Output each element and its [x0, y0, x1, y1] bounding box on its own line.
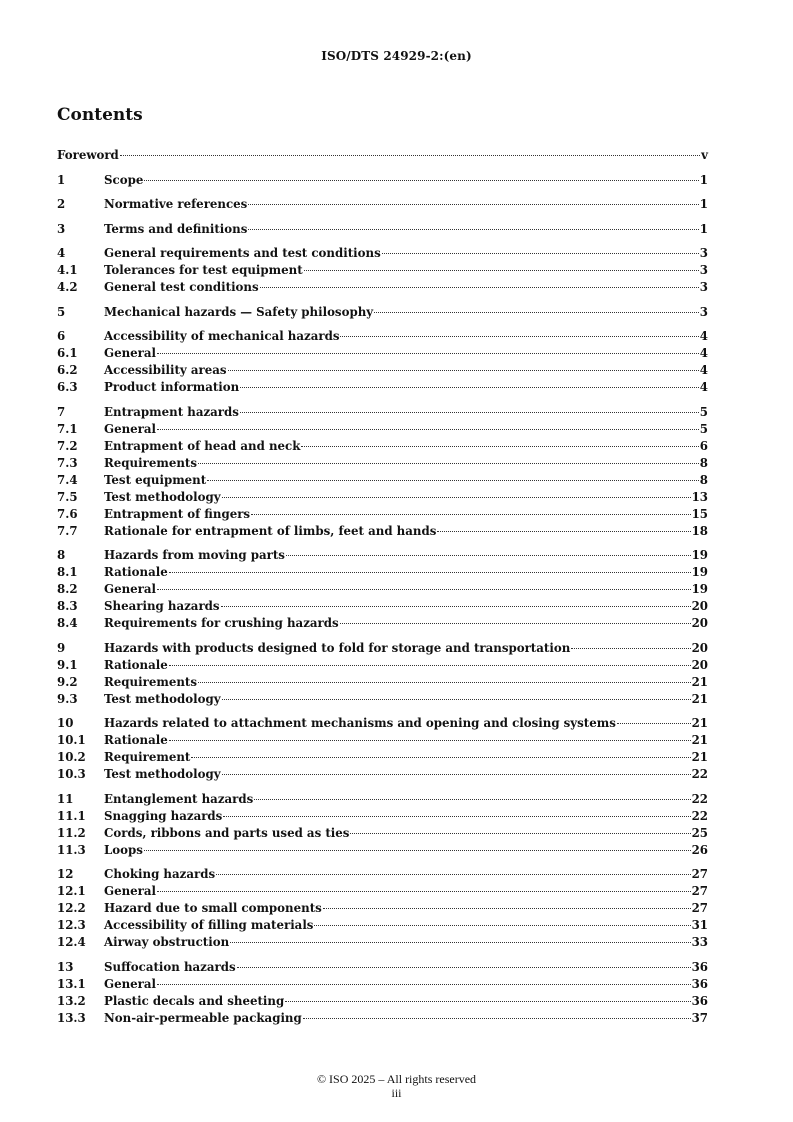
- toc-entry[interactable]: [57, 842, 708, 859]
- toc-entry-number: 7.4: [57, 472, 78, 487]
- toc-entry-page: 27: [691, 884, 708, 898]
- toc-leader-dots: [169, 740, 691, 741]
- toc-entry[interactable]: [57, 657, 708, 674]
- toc-entry-number: 2: [57, 197, 66, 211]
- toc-leader-dots: [237, 967, 691, 968]
- toc-entry-page: 1: [699, 197, 708, 211]
- toc-leader-dots: [157, 353, 699, 354]
- toc-entry-page: 3: [699, 304, 708, 319]
- toc-entry-label: Choking hazards: [104, 867, 216, 881]
- toc-entry-label: Accessibility areas: [104, 363, 227, 377]
- toc-entry-number: 7: [57, 404, 66, 419]
- toc-leader-dots: [340, 623, 691, 624]
- toc-leader-dots: [221, 606, 691, 607]
- toc-entry-page: 4: [699, 329, 708, 343]
- toc-entry-page: 19: [691, 582, 708, 596]
- toc-entry-label: General: [104, 884, 157, 898]
- page-number: iii: [391, 1086, 402, 1100]
- toc-leader-dots: [157, 429, 699, 430]
- toc-entry[interactable]: [57, 883, 708, 900]
- toc-entry-page: 3: [699, 246, 708, 260]
- toc-entry[interactable]: [57, 172, 708, 189]
- toc-entry-page: 19: [691, 565, 708, 579]
- toc-leader-dots: [120, 155, 700, 156]
- page-footer: [0, 1072, 793, 1100]
- toc-group: [57, 959, 708, 1027]
- toc-entry[interactable]: [57, 766, 708, 783]
- toc-entry-label: Entrapment of head and neck: [104, 438, 301, 453]
- toc-entry-page: 22: [691, 808, 708, 823]
- toc-entry[interactable]: [57, 345, 708, 362]
- toc-entry-number: 11.2: [57, 825, 86, 840]
- toc-leader-dots: [228, 370, 699, 371]
- toc-entry-page: 21: [691, 674, 708, 689]
- toc-entry-page: 6: [699, 438, 708, 453]
- toc-entry-page: 33: [691, 935, 708, 949]
- toc-entry-label: General: [104, 582, 157, 596]
- toc-group: [57, 866, 708, 951]
- toc-entry-label: General: [104, 421, 157, 436]
- toc-entry[interactable]: [57, 1010, 708, 1027]
- toc-entry[interactable]: [57, 825, 708, 842]
- toc-entry-label: Rationale: [104, 733, 168, 747]
- toc-leader-dots: [340, 336, 698, 337]
- toc-leader-dots: [198, 682, 691, 683]
- toc-entry-page: 1: [699, 221, 708, 236]
- toc-entry-page: 21: [691, 691, 708, 706]
- toc-entry-label: Requirements for crushing hazards: [104, 616, 339, 630]
- toc-entry-label: General requirements and test conditions: [104, 246, 381, 260]
- toc-entry-number: 10: [57, 716, 74, 730]
- toc-entry[interactable]: [57, 262, 708, 279]
- toc-entry-number: 7.7: [57, 523, 78, 538]
- toc-entry-label: Mechanical hazards — Safety philosophy: [104, 304, 374, 319]
- toc-entry-number: 7.3: [57, 455, 78, 470]
- toc-entry-number: 7.2: [57, 438, 78, 453]
- toc-entry-label: Tolerances for test equipment: [104, 263, 303, 277]
- toc-entry-number: 12.2: [57, 901, 86, 915]
- toc-entry-page: 36: [691, 959, 708, 974]
- toc-entry-label: Requirements: [104, 455, 197, 470]
- toc-entry[interactable]: [57, 245, 708, 262]
- toc-entry-label: General: [104, 976, 157, 991]
- toc-entry-number: 13.1: [57, 976, 86, 991]
- document-id-header: ISO/DTS 24929-2:(en): [321, 49, 472, 63]
- toc-entry-number: 4.1: [57, 263, 78, 277]
- toc-entry-page: 22: [691, 767, 708, 781]
- toc-group: [57, 147, 708, 164]
- toc-entry-label: Test methodology: [104, 767, 221, 781]
- toc-entry-page: 13: [691, 489, 708, 504]
- toc-entry-number: 6.3: [57, 380, 78, 394]
- toc-entry-label: Accessibility of filling materials: [104, 918, 314, 932]
- toc-entry-page: 36: [691, 976, 708, 991]
- toc-entry[interactable]: [57, 362, 708, 379]
- toc-entry-label: Normative references: [104, 197, 248, 211]
- toc-group: [57, 304, 708, 321]
- toc-entry[interactable]: [57, 640, 708, 657]
- toc-entry[interactable]: [57, 221, 708, 238]
- toc-entry[interactable]: [57, 506, 708, 523]
- toc-entry[interactable]: [57, 523, 708, 540]
- toc-group: [57, 715, 708, 783]
- toc-entry[interactable]: [57, 732, 708, 749]
- toc-entry-label: General: [104, 346, 157, 360]
- toc-entry-number: 12.1: [57, 884, 86, 898]
- toc-entry-label: Product information: [104, 380, 240, 394]
- toc-group: [57, 196, 708, 213]
- toc-entry-label: Snagging hazards: [104, 808, 223, 823]
- toc-entry-label: Rationale: [104, 657, 168, 672]
- toc-entry-number: 10.3: [57, 767, 86, 781]
- toc-leader-dots: [157, 984, 691, 985]
- toc-leader-dots: [191, 757, 690, 758]
- toc-entry-number: 13.2: [57, 993, 86, 1008]
- toc-entry-page: 37: [691, 1010, 708, 1025]
- toc-entry-label: Hazard due to small components: [104, 901, 322, 915]
- toc-entry-number: 6: [57, 329, 66, 343]
- toc-leader-dots: [301, 446, 698, 447]
- toc-leader-dots: [248, 204, 698, 205]
- toc-entry-number: 7.1: [57, 421, 78, 436]
- toc-entry-label: Loops: [104, 842, 143, 857]
- toc-leader-dots: [157, 891, 691, 892]
- toc-entry-page: 21: [691, 733, 708, 747]
- toc-entry-number: 12: [57, 867, 74, 881]
- toc-entry-page: 8: [699, 472, 708, 487]
- toc-entry-label: Scope: [104, 172, 144, 187]
- toc-entry[interactable]: [57, 279, 708, 296]
- toc-entry-label: Entanglement hazards: [104, 791, 254, 806]
- toc-entry-page: 15: [691, 506, 708, 521]
- toc-entry-label: Cords, ribbons and parts used as ties: [104, 825, 350, 840]
- page-title: Contents: [57, 105, 143, 125]
- toc-entry[interactable]: [57, 404, 708, 421]
- toc-entry-number: 8.4: [57, 616, 78, 630]
- toc-entry-label: Non-air-permeable packaging: [104, 1010, 302, 1025]
- toc-entry[interactable]: [57, 993, 708, 1010]
- toc-entry-number: 12.3: [57, 918, 86, 932]
- toc-entry[interactable]: [57, 489, 708, 506]
- toc-entry-label: General test conditions: [104, 280, 259, 294]
- toc-leader-dots: [216, 874, 690, 875]
- toc-leader-dots: [144, 850, 691, 851]
- toc-leader-dots: [251, 514, 691, 515]
- toc-entry-number: 4.2: [57, 280, 78, 294]
- toc-entry[interactable]: [57, 808, 708, 825]
- toc-group: [57, 404, 708, 540]
- toc-leader-dots: [571, 648, 690, 649]
- toc-leader-dots: [222, 699, 691, 700]
- toc-leader-dots: [260, 287, 699, 288]
- toc-entry-page: 5: [699, 404, 708, 419]
- toc-entry-number: 1: [57, 172, 66, 187]
- toc-entry[interactable]: [57, 791, 708, 808]
- toc-entry-page: 22: [691, 791, 708, 806]
- toc-leader-dots: [222, 774, 691, 775]
- toc-entry-page: 27: [691, 867, 708, 881]
- copyright-notice: © ISO 2025 – All rights reserved: [316, 1072, 477, 1086]
- toc-entry-number: 7.5: [57, 489, 78, 504]
- toc-entry[interactable]: [57, 866, 708, 883]
- toc-entry-number: 6.2: [57, 363, 78, 377]
- toc-group: [57, 245, 708, 296]
- toc-entry-number: 4: [57, 246, 66, 260]
- toc-entry-label: Test methodology: [104, 489, 221, 504]
- toc-entry-number: 12.4: [57, 935, 86, 949]
- toc-entry-page: 3: [699, 263, 708, 277]
- toc-leader-dots: [350, 833, 690, 834]
- toc-entry[interactable]: [57, 564, 708, 581]
- toc-entry-page: 19: [691, 548, 708, 562]
- toc-entry-page: 36: [691, 993, 708, 1008]
- toc-group: [57, 221, 708, 238]
- toc-entry-number: 11.1: [57, 808, 86, 823]
- toc-entry[interactable]: [57, 328, 708, 345]
- toc-entry[interactable]: [57, 598, 708, 615]
- toc-entry-page: 27: [691, 901, 708, 915]
- toc-entry[interactable]: [57, 976, 708, 993]
- toc-entry-label: Entrapment of fingers: [104, 506, 251, 521]
- toc-entry-label: Shearing hazards: [104, 599, 220, 613]
- toc-entry-page: v: [701, 148, 708, 162]
- toc-leader-dots: [169, 665, 691, 666]
- toc-entry-label: Hazards with products designed to fold for storage and transportation: [104, 640, 571, 655]
- toc-leader-dots: [314, 925, 690, 926]
- toc-entry-label: Rationale: [104, 565, 168, 579]
- toc-entry-page: 21: [691, 750, 708, 764]
- toc-leader-dots: [230, 942, 690, 943]
- toc-entry-page: 4: [699, 346, 708, 360]
- toc-entry[interactable]: [57, 674, 708, 691]
- toc-entry-label: Plastic decals and sheeting: [104, 993, 285, 1008]
- toc-entry-label: Foreword: [57, 148, 119, 162]
- toc-leader-dots: [374, 312, 699, 313]
- toc-entry-number: 13.3: [57, 1010, 86, 1025]
- toc-entry[interactable]: [57, 917, 708, 934]
- toc-entry-number: 9: [57, 640, 66, 655]
- toc-leader-dots: [248, 229, 698, 230]
- toc-entry-number: 10.2: [57, 750, 86, 764]
- toc-entry-number: 11.3: [57, 842, 86, 857]
- toc-leader-dots: [303, 1018, 691, 1019]
- toc-entry-label: Requirements: [104, 674, 197, 689]
- toc-entry-label: Suffocation hazards: [104, 959, 236, 974]
- toc-entry-label: Entrapment hazards: [104, 404, 239, 419]
- toc-entry[interactable]: [57, 438, 708, 455]
- toc-entry-label: Hazards from moving parts: [104, 548, 285, 562]
- table-of-contents: [57, 147, 708, 1034]
- toc-entry-page: 4: [699, 380, 708, 394]
- toc-entry[interactable]: [57, 934, 708, 951]
- toc-entry-page: 3: [699, 280, 708, 294]
- toc-entry-label: Terms and definitions: [104, 221, 248, 236]
- toc-entry[interactable]: [57, 304, 708, 321]
- toc-leader-dots: [222, 497, 691, 498]
- toc-entry[interactable]: [57, 455, 708, 472]
- toc-entry-number: 9.2: [57, 674, 78, 689]
- toc-entry[interactable]: [57, 691, 708, 708]
- toc-entry-page: 20: [691, 616, 708, 630]
- toc-entry[interactable]: [57, 421, 708, 438]
- toc-entry[interactable]: [57, 959, 708, 976]
- toc-entry-number: 8.1: [57, 565, 78, 579]
- toc-entry-page: 26: [691, 842, 708, 857]
- toc-entry[interactable]: [57, 581, 708, 598]
- toc-entry-number: 11: [57, 791, 74, 806]
- toc-entry-label: Test methodology: [104, 691, 221, 706]
- toc-leader-dots: [617, 723, 691, 724]
- toc-entry-number: 8.3: [57, 599, 78, 613]
- toc-entry-label: Rationale for entrapment of limbs, feet and hands: [104, 523, 437, 538]
- toc-entry-label: Test equipment: [104, 472, 207, 487]
- toc-entry-page: 25: [691, 825, 708, 840]
- toc-leader-dots: [223, 816, 690, 817]
- toc-entry-number: 9.3: [57, 691, 78, 706]
- toc-leader-dots: [198, 463, 699, 464]
- toc-entry-number: 8.2: [57, 582, 78, 596]
- toc-entry-number: 9.1: [57, 657, 78, 672]
- toc-entry-label: Accessibility of mechanical hazards: [104, 329, 340, 343]
- toc-entry[interactable]: [57, 472, 708, 489]
- toc-entry-page: 1: [699, 172, 708, 187]
- toc-entry[interactable]: [57, 749, 708, 766]
- toc-leader-dots: [169, 572, 691, 573]
- toc-entry[interactable]: [57, 900, 708, 917]
- toc-entry-number: 8: [57, 548, 66, 562]
- toc-entry-page: 31: [691, 918, 708, 932]
- toc-group: [57, 547, 708, 632]
- toc-leader-dots: [323, 908, 691, 909]
- toc-group: [57, 172, 708, 189]
- toc-group: [57, 328, 708, 396]
- toc-leader-dots: [240, 412, 699, 413]
- toc-entry-number: 10.1: [57, 733, 86, 747]
- toc-leader-dots: [382, 253, 699, 254]
- toc-entry-number: 3: [57, 221, 66, 236]
- toc-entry[interactable]: [57, 715, 708, 732]
- toc-leader-dots: [286, 555, 691, 556]
- toc-entry-label: Requirement: [104, 750, 191, 764]
- toc-entry-label: Hazards related to attachment mechanisms and opening and closing systems: [104, 716, 616, 730]
- toc-entry[interactable]: [57, 379, 708, 396]
- toc-group: [57, 640, 708, 708]
- toc-entry-number: 7.6: [57, 506, 78, 521]
- toc-entry-page: 8: [699, 455, 708, 470]
- toc-entry-number: 13: [57, 959, 74, 974]
- toc-entry-page: 21: [691, 716, 708, 730]
- toc-entry-page: 4: [699, 363, 708, 377]
- toc-leader-dots: [207, 480, 699, 481]
- toc-group: [57, 791, 708, 859]
- toc-entry[interactable]: [57, 196, 708, 213]
- toc-leader-dots: [254, 799, 690, 800]
- toc-entry-page: 5: [699, 421, 708, 436]
- toc-leader-dots: [285, 1001, 690, 1002]
- toc-entry-page: 20: [691, 657, 708, 672]
- toc-leader-dots: [437, 531, 690, 532]
- toc-entry-label: Airway obstruction: [104, 935, 230, 949]
- toc-leader-dots: [240, 387, 699, 388]
- toc-entry[interactable]: [57, 615, 708, 632]
- toc-leader-dots: [157, 589, 691, 590]
- toc-entry[interactable]: [57, 147, 708, 164]
- toc-entry-number: 5: [57, 304, 66, 319]
- toc-entry[interactable]: [57, 547, 708, 564]
- toc-entry-page: 20: [691, 599, 708, 613]
- toc-leader-dots: [144, 180, 698, 181]
- toc-entry-page: 20: [691, 640, 708, 655]
- toc-leader-dots: [304, 270, 699, 271]
- toc-entry-number: 6.1: [57, 346, 78, 360]
- toc-entry-page: 18: [691, 523, 708, 538]
